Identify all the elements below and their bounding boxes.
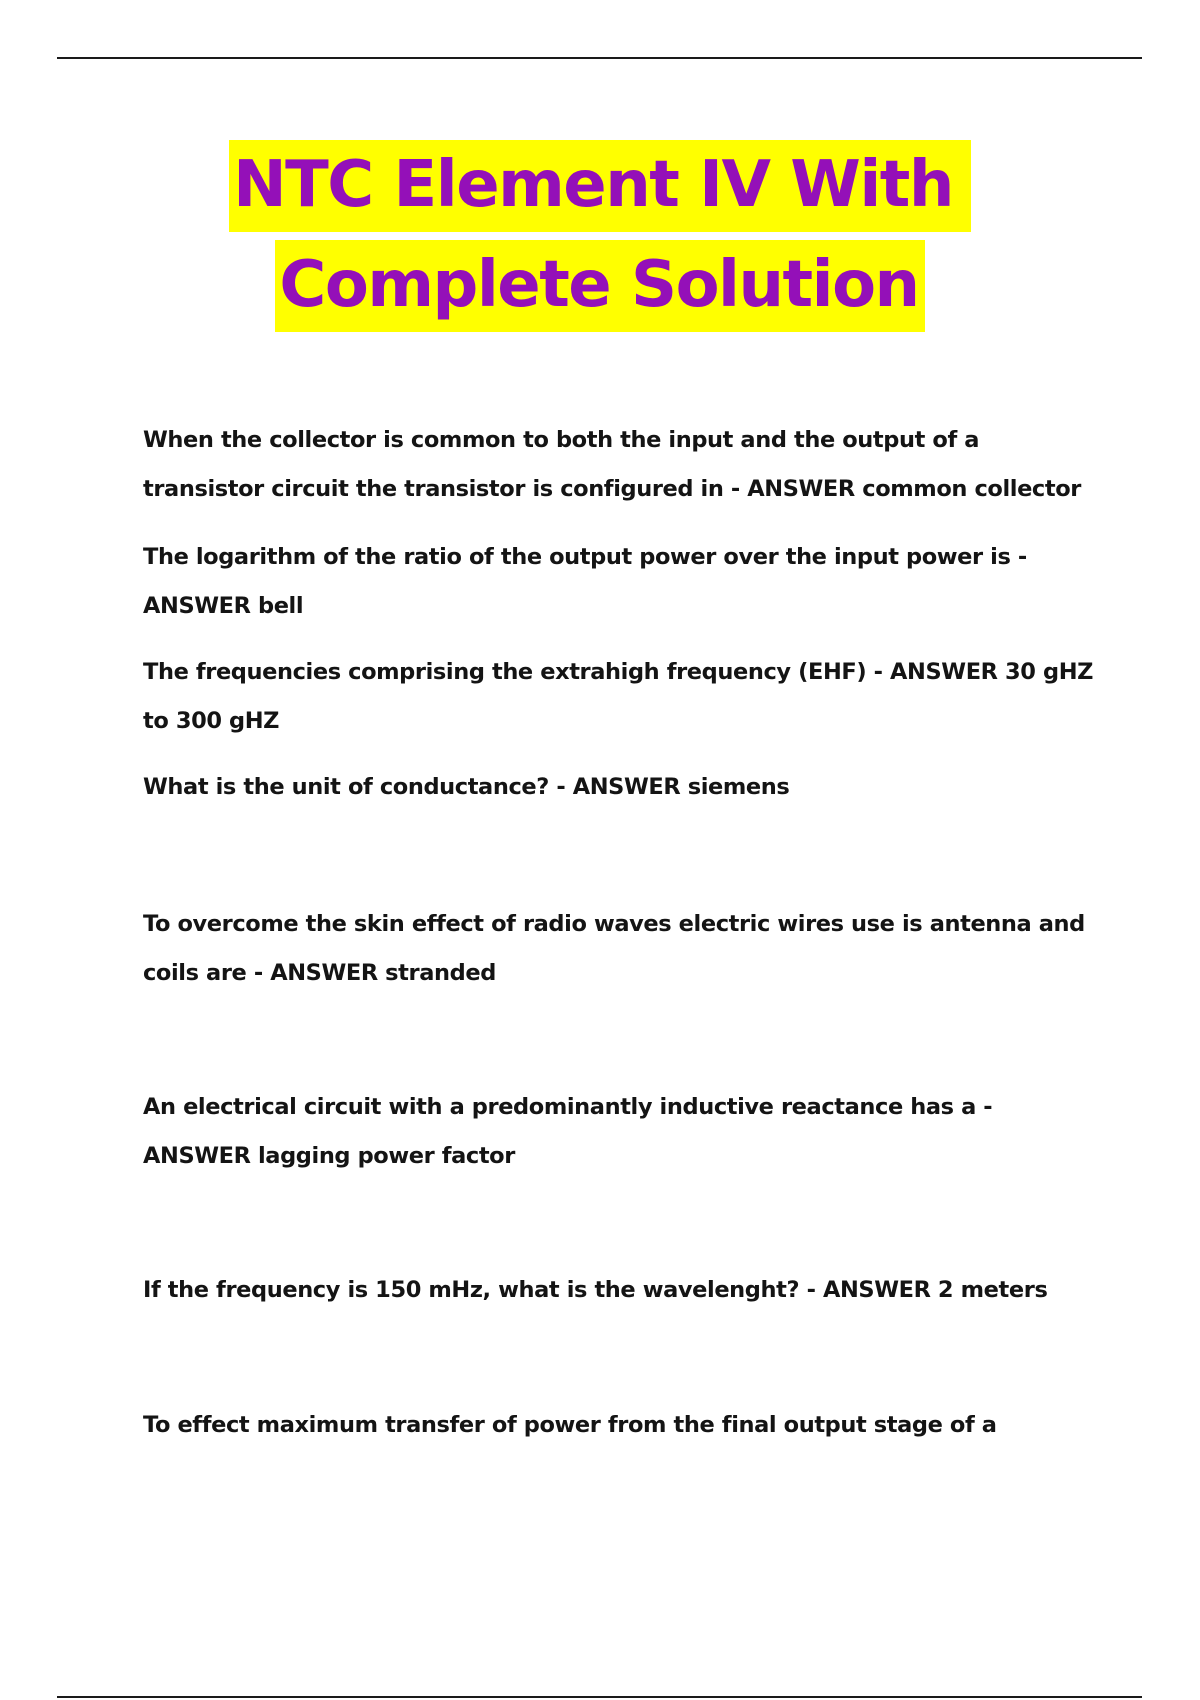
footer-rule xyxy=(57,1696,1142,1698)
qa-item: What is the unit of conductance? - ANSWER siemens xyxy=(143,774,790,800)
document-title xyxy=(0,140,1200,332)
qa-item: An electrical circuit with a predominantly inductive reactance has a - ANSWER lagging power factor xyxy=(143,1094,993,1169)
qa-item: The logarithm of the ratio of the output power over the input power is - ANSWER bell xyxy=(143,544,1027,619)
qa-item: When the collector is common to both the input and the output of a transistor circuit the transistor is configured in - ANSWER common collector xyxy=(143,427,1081,502)
qa-item: To effect maximum transfer of power from the final output stage of a xyxy=(143,1412,997,1438)
qa-item: If the frequency is 150 mHz, what is the wavelenght? - ANSWER 2 meters xyxy=(143,1277,1048,1303)
qa-item: The frequencies comprising the extrahigh frequency (EHF) - ANSWER 30 gHZ to 300 gHZ xyxy=(143,659,1094,734)
header-rule xyxy=(57,57,1142,59)
title-line-1: NTC Element IV With xyxy=(229,140,971,232)
qa-item: To overcome the skin effect of radio waves electric wires use is antenna and coils are - ANSWER stranded xyxy=(143,911,1085,986)
title-line-2: Complete Solution xyxy=(275,240,924,332)
